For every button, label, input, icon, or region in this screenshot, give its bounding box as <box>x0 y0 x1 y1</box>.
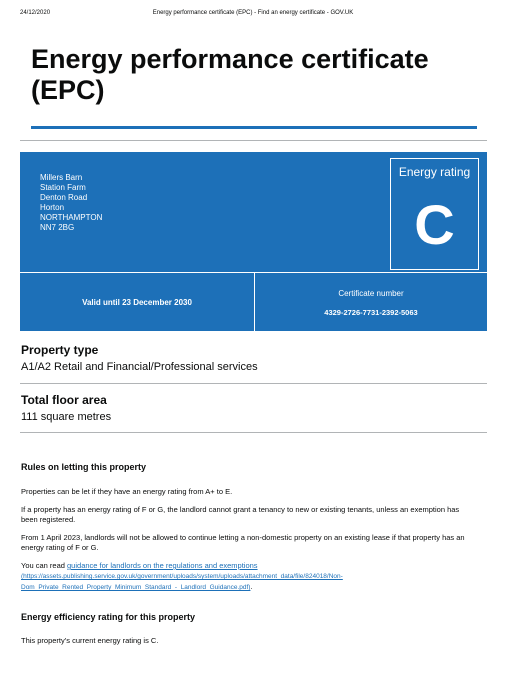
print-date: 24/12/2020 <box>20 10 51 16</box>
epc-summary-box <box>20 152 487 331</box>
letting-rules-paragraph: From 1 April 2023, landlords will not be allowed to continue letting a non-domestic property on an existing lease if that property has an energy rating of F or G. <box>21 533 465 552</box>
address-line: Denton Road <box>40 193 88 202</box>
letting-rules-paragraph: If a property has an energy rating of F or G, the landlord cannot grant a tenancy to new or existing tenants, unless an exemption has been registered. <box>21 505 460 524</box>
address-line: NORTHAMPTON <box>40 213 103 222</box>
letting-rules-heading: Rules on letting this property <box>21 462 147 472</box>
property-type-value: A1/A2 Retail and Financial/Professional services <box>21 361 258 373</box>
guidance-paragraph <box>21 561 476 593</box>
section-divider <box>20 432 487 433</box>
letting-rules-paragraph: Properties can be let if they have an energy rating from A+ to E. <box>21 487 233 496</box>
property-address <box>40 173 102 233</box>
print-document-title: Energy performance certificate (EPC) - Find an energy certificate - GOV.UK <box>152 10 354 16</box>
address-line: Station Farm <box>40 183 86 192</box>
energy-rating-box <box>390 158 479 270</box>
guidance-url-link[interactable]: (https://assets.publishing.service.gov.uk/government/uploads/system/uploads/attachment_data/file/824018/Non-Dom_Private_Rented_Property_Minimum_Standard_-_Landlord_Guidance.pdf) <box>21 573 343 591</box>
address-line: Millers Barn <box>40 173 83 182</box>
section-divider <box>20 383 487 384</box>
guidance-prefix: You can read <box>21 561 68 570</box>
title-underline <box>31 126 477 129</box>
energy-rating-label: Energy rating <box>398 165 471 179</box>
valid-until: Valid until 23 December 2030 <box>82 298 192 307</box>
box-divider <box>254 272 255 331</box>
efficiency-heading: Energy efficiency rating for this property <box>21 612 196 622</box>
print-header <box>20 10 486 20</box>
energy-rating-letter: C <box>414 193 455 256</box>
efficiency-text: This property’s current energy rating is C. <box>21 636 159 645</box>
guidance-link[interactable]: guidance for landlords on the regulations and exemptions <box>67 561 258 570</box>
certificate-number: 4329-2726-7731-2392-5063 <box>324 308 418 317</box>
certificate-number-label: Certificate number <box>338 289 404 298</box>
floor-area-heading: Total floor area <box>21 393 107 407</box>
property-type-heading: Property type <box>21 343 99 357</box>
address-line: NN7 2BG <box>40 223 75 232</box>
guidance-suffix: . <box>250 582 253 591</box>
floor-area-value: 111 square metres <box>21 411 112 423</box>
section-divider <box>20 140 487 141</box>
address-line: Horton <box>40 203 65 212</box>
page-title: Energy performance certificate (EPC) <box>31 44 429 105</box>
